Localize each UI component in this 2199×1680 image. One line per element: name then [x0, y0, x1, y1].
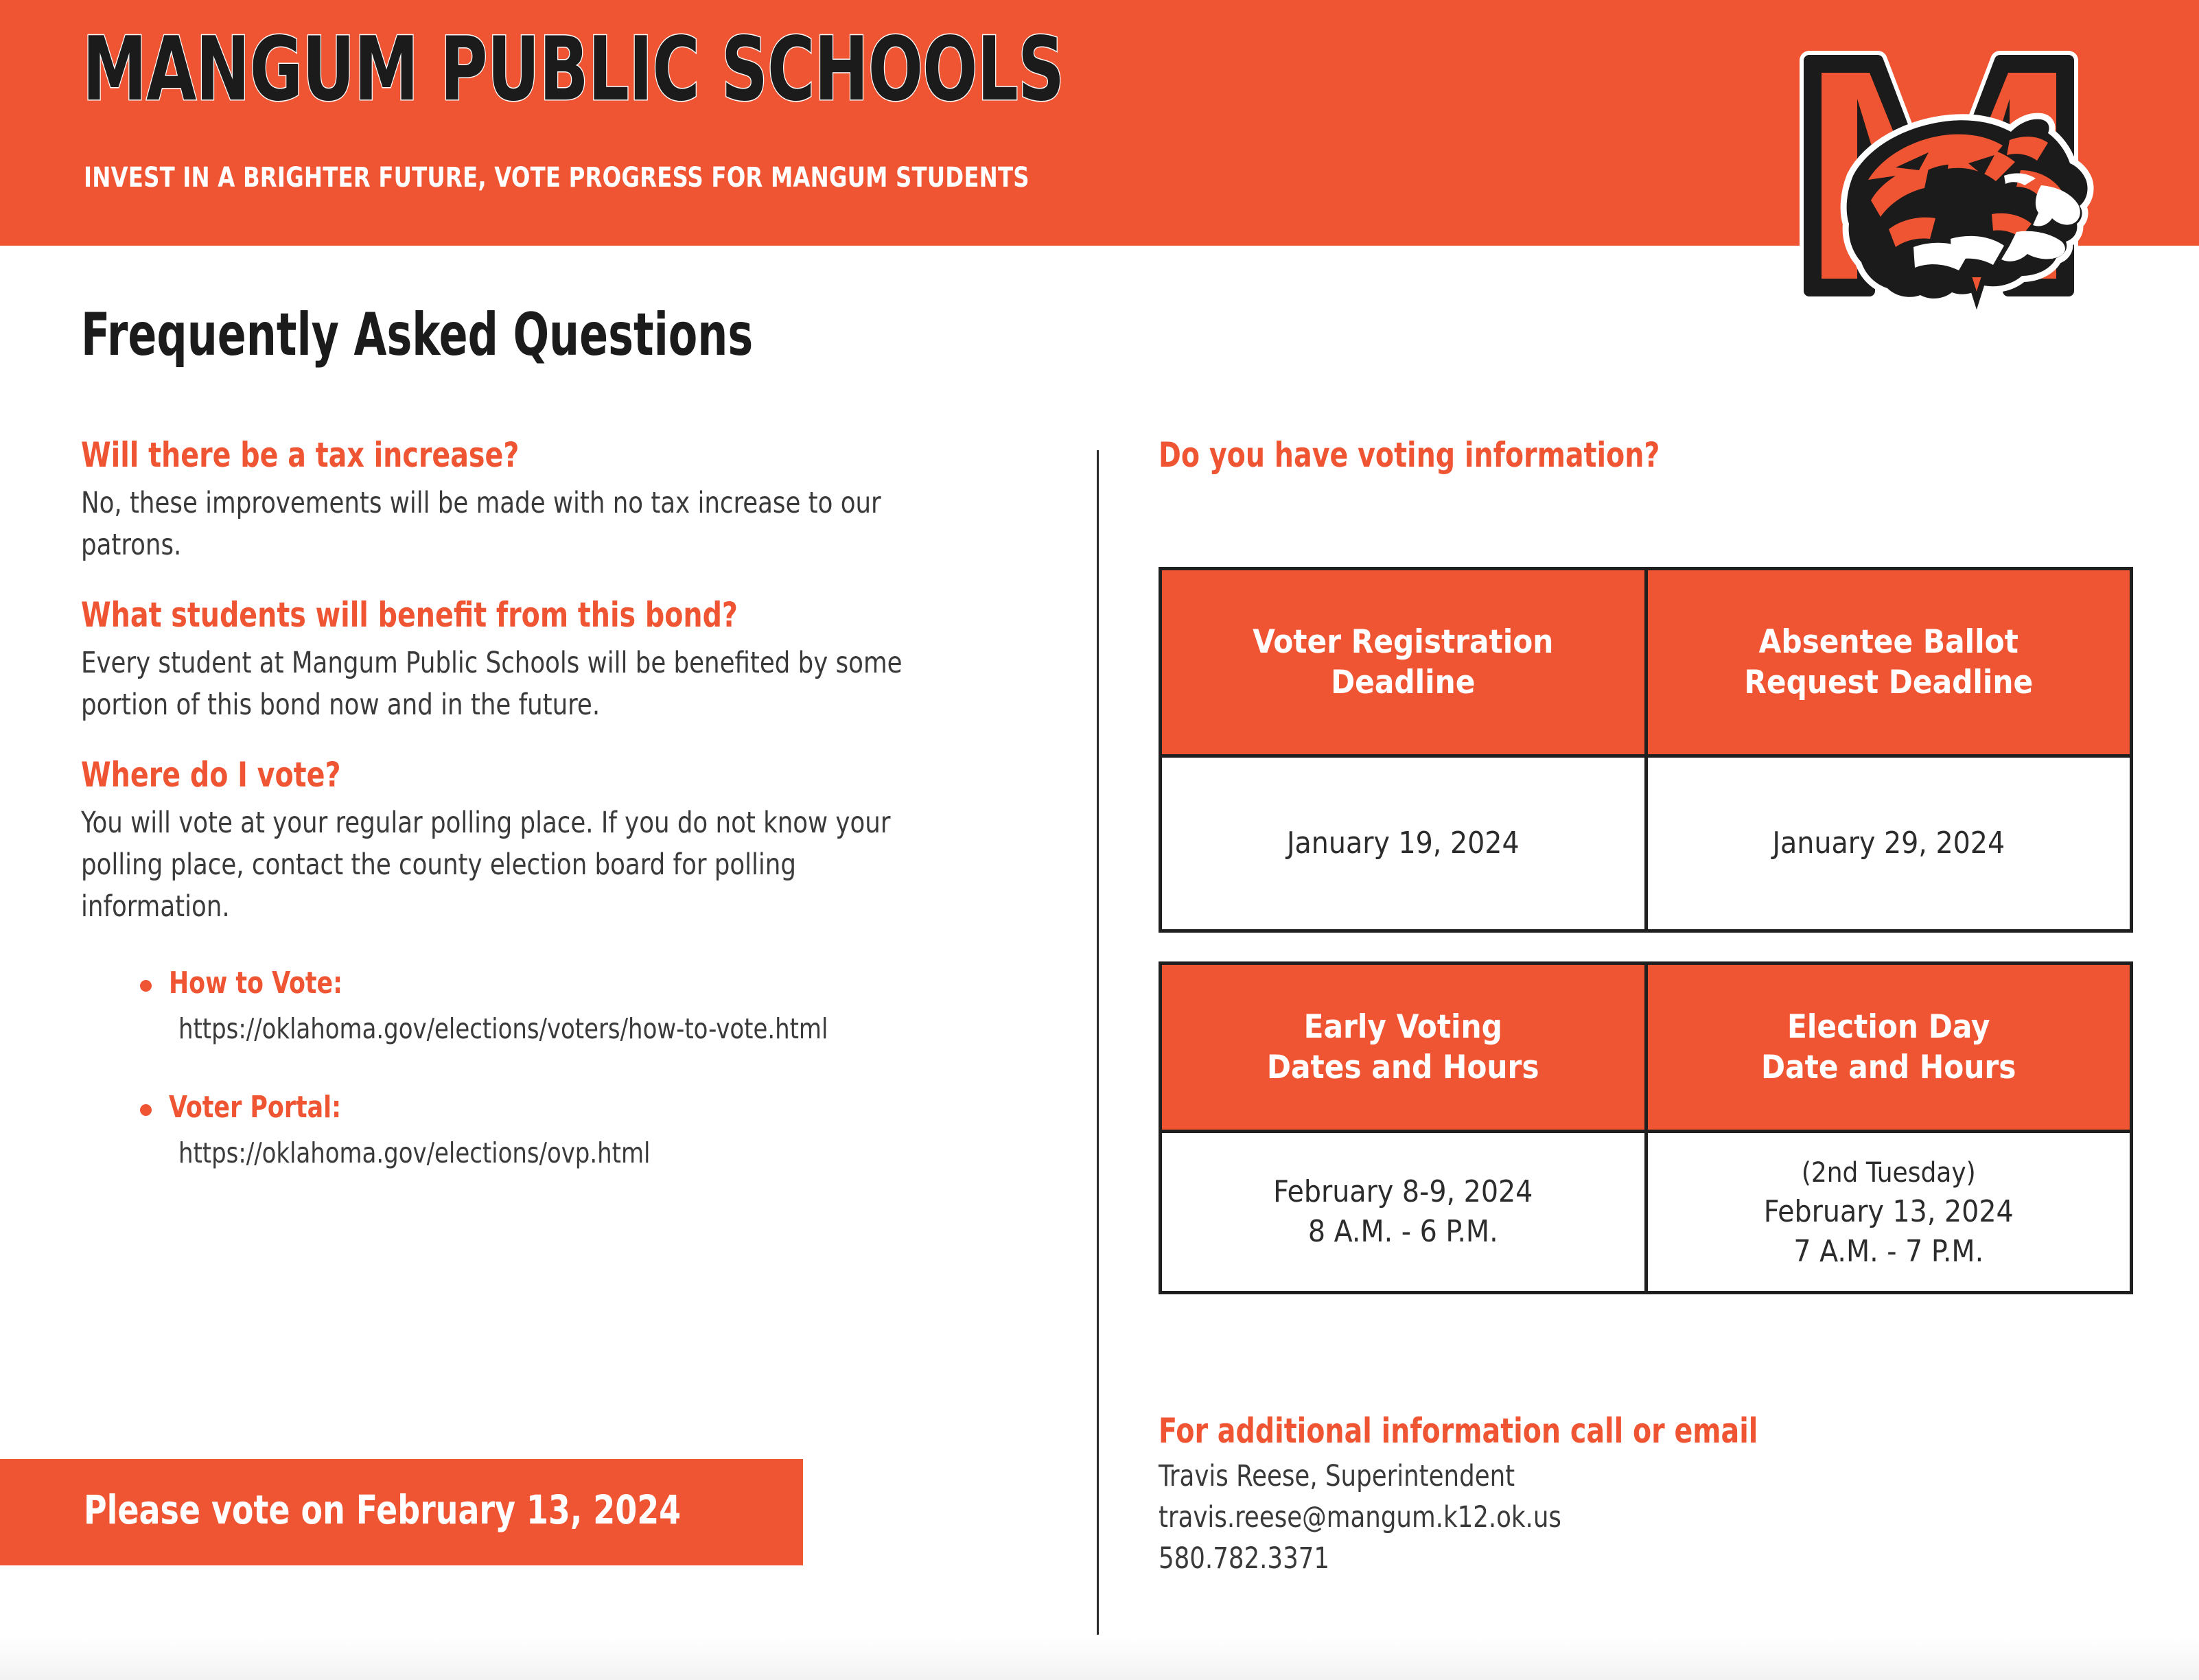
voting-information-heading: Do you have voting information? — [1159, 435, 1660, 475]
link-url[interactable]: https://oklahoma.gov/elections/ovp.html — [178, 1136, 651, 1169]
table-cell-election-day — [1646, 1132, 2132, 1293]
faq-question: What students will benefit from this bond? — [81, 595, 738, 635]
table-header-cell — [1161, 569, 1647, 756]
contact-phone[interactable]: 580.782.3371 — [1159, 1541, 1329, 1576]
bullet-icon — [140, 1104, 152, 1116]
table-header-cell — [1646, 569, 2132, 756]
list-item[interactable] — [169, 1090, 1042, 1169]
faq-answer: No, these improvements will be made with no tax increase to our patrons. — [81, 486, 881, 563]
faq-item — [81, 436, 1042, 566]
table-header-cell — [1646, 964, 2132, 1132]
table-row — [1161, 756, 2132, 931]
link-url[interactable]: https://oklahoma.gov/elections/voters/how-to-vote.html — [178, 1012, 828, 1045]
page-header-title: MANGUM PUBLIC SCHOOLS — [82, 19, 1064, 121]
table-cell-value: January 29, 2024 — [1646, 756, 2132, 931]
table-row — [1161, 1132, 2132, 1293]
header-line-1: Absentee Ballot — [1758, 622, 2018, 661]
election-day-note: (2nd Tuesday) — [1801, 1156, 1976, 1189]
header-line-1: Election Day — [1787, 1007, 1990, 1046]
header-line-2: Dates and Hours — [1266, 1049, 1539, 1086]
header-line-1: Voter Registration — [1253, 622, 1554, 661]
table-header-row — [1161, 569, 2132, 756]
list-item[interactable] — [169, 966, 1042, 1045]
link-label: Voter Portal: — [169, 1089, 342, 1125]
mangum-tiger-m-logo-icon — [1782, 18, 2125, 313]
faq-answer: Every student at Mangum Public Schools will be benefited by some portion of this bond now and in the future. — [81, 646, 903, 723]
page-header-subtitle: INVEST IN A BRIGHTER FUTURE, VOTE PROGRESS FOR MANGUM STUDENTS — [84, 162, 1029, 194]
election-day-date: February 13, 2024 — [1763, 1193, 2014, 1229]
vote-date-banner-text: Please vote on February 13, 2024 — [84, 1486, 682, 1533]
table-header-cell — [1161, 964, 1647, 1132]
header-line-1: Early Voting — [1303, 1007, 1502, 1046]
table-cell-early-voting — [1161, 1132, 1647, 1293]
bullet-icon — [140, 980, 152, 992]
page-bottom-shadow — [0, 1637, 2199, 1680]
voting-resource-list — [81, 966, 1042, 1169]
faq-item — [81, 596, 1042, 726]
faq-item — [81, 756, 1042, 928]
faq-question: Where do I vote? — [81, 755, 341, 795]
faq-left-column — [81, 436, 1042, 1169]
early-voting-hours: 8 A.M. - 6 P.M. — [1307, 1214, 1498, 1249]
election-day-hours: 7 A.M. - 7 P.M. — [1793, 1234, 1984, 1270]
header-line-2: Deadline — [1331, 664, 1476, 701]
table-header-row — [1161, 964, 2132, 1132]
page-title: Frequently Asked Questions — [81, 301, 754, 369]
voting-hours-table — [1159, 961, 2133, 1294]
header-line-2: Request Deadline — [1744, 664, 2034, 701]
contact-email[interactable]: travis.reese@mangum.k12.ok.us — [1159, 1500, 1561, 1535]
voting-right-column — [1159, 435, 2133, 1270]
contact-heading: For additional information call or email — [1159, 1411, 1758, 1451]
contact-name: Travis Reese, Superintendent — [1159, 1459, 1515, 1493]
vote-date-banner — [0, 1459, 803, 1565]
table-cell-value: January 19, 2024 — [1161, 756, 1647, 931]
faq-question: Will there be a tax increase? — [81, 435, 520, 475]
deadlines-table — [1159, 567, 2133, 933]
column-divider — [1097, 450, 1099, 1635]
faq-answer: You will vote at your regular polling place. If you do not know your polling place, contact the county election board for polling information. — [81, 806, 891, 924]
header-line-2: Date and Hours — [1761, 1049, 2016, 1086]
contact-block — [1159, 1412, 2133, 1580]
early-voting-dates: February 8-9, 2024 — [1273, 1174, 1533, 1209]
link-label: How to Vote: — [169, 966, 343, 1001]
